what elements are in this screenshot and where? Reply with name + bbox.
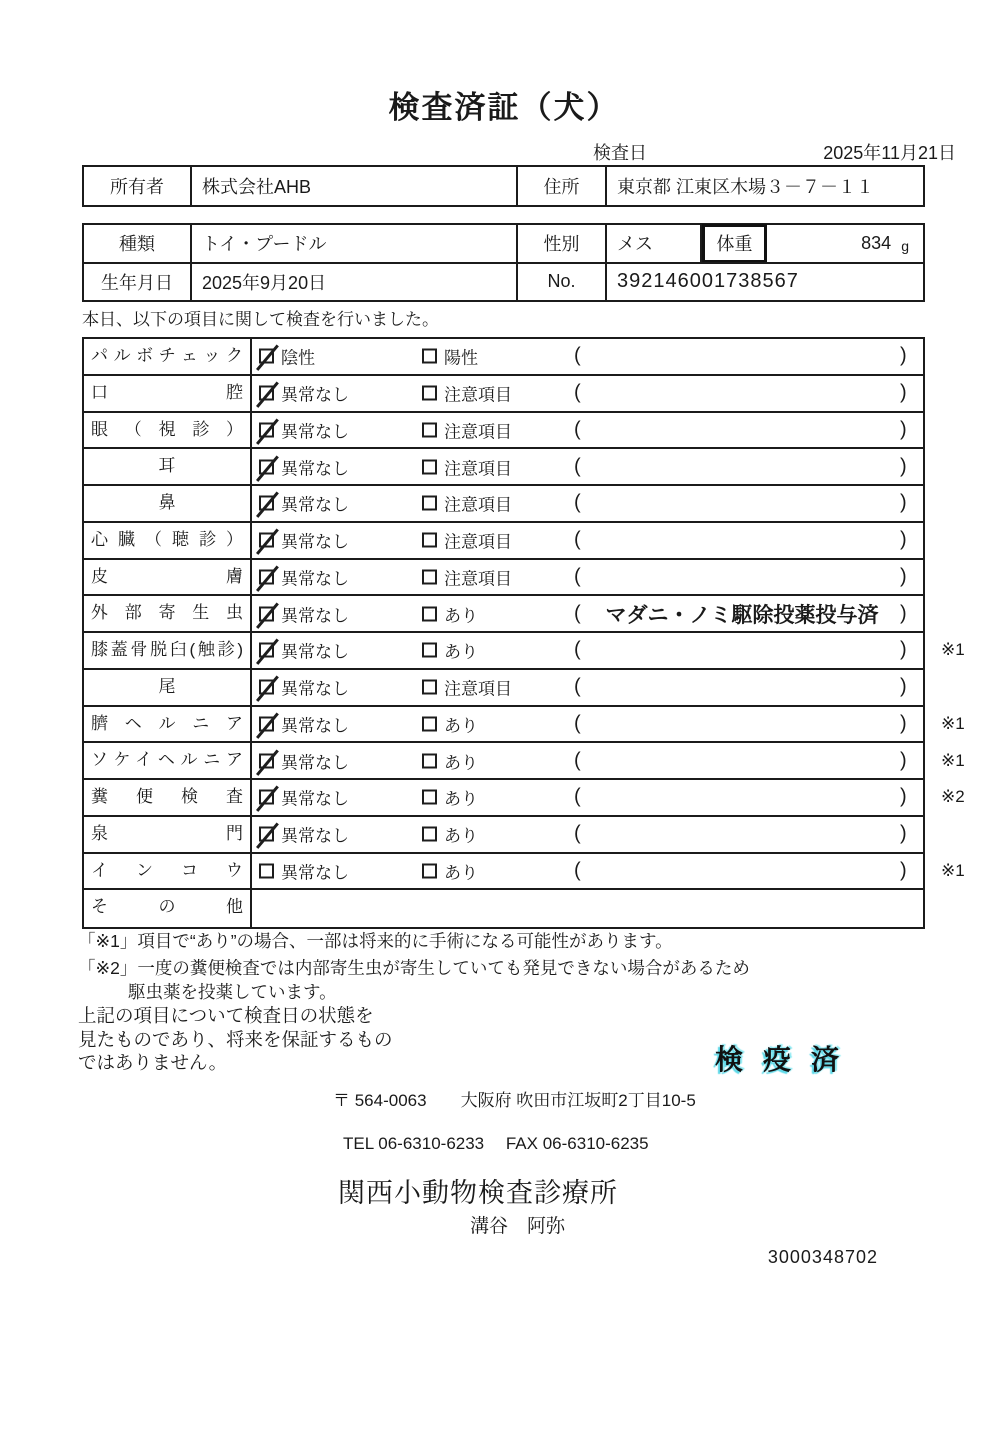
note-paren-open-icon: (	[574, 822, 581, 845]
note-paren-close-icon: )	[900, 418, 907, 441]
weight-label: 体重	[702, 224, 767, 263]
note-paren-close-icon: )	[900, 749, 907, 772]
checklist-item-content	[252, 339, 923, 374]
checkbox-primary-label: 異常なし	[281, 459, 349, 479]
checklist-row	[84, 707, 965, 744]
note-paren-open-icon: (	[574, 602, 581, 625]
checkbox-primary-label: 異常なし	[281, 789, 349, 809]
disclaimer-line: 上記の項目について検査日の状態を	[78, 1005, 374, 1026]
footnote-2: 「※2」一度の糞便検査では内部寄生虫が寄生していても発見できない場合があるため	[78, 958, 750, 978]
checkbox-primary	[259, 533, 274, 548]
checklist-row	[84, 523, 923, 560]
clinic-name: 関西小動物検査診療所	[338, 1178, 618, 1208]
checkbox-secondary	[422, 863, 437, 878]
checkbox-primary	[259, 643, 274, 658]
checkbox-secondary-label: 注意項目	[444, 495, 512, 515]
note-paren-open-icon: (	[574, 565, 581, 588]
checklist-item-label: 皮膚	[84, 560, 252, 595]
checklist-item-content	[252, 596, 923, 631]
checkbox-secondary	[422, 459, 437, 474]
note-paren-close-icon: )	[900, 859, 907, 882]
disclaimer-text	[78, 1004, 393, 1075]
pet-table-row-1	[84, 225, 923, 262]
note-paren-close-icon: )	[900, 785, 907, 808]
checklist-row	[84, 670, 923, 707]
checkbox-primary-label: 異常なし	[281, 863, 349, 883]
checkbox-primary	[259, 680, 274, 695]
note-paren-close-icon: )	[900, 344, 907, 367]
checkbox-secondary	[422, 643, 437, 658]
checklist-row	[84, 339, 923, 376]
checklist-item-label: 糞便検査	[84, 780, 252, 815]
document-number: 3000348702	[767, 1247, 878, 1267]
checklist-table	[82, 337, 965, 929]
note-paren-open-icon: (	[574, 381, 581, 404]
checklist-item-content	[252, 449, 923, 484]
checkbox-secondary	[422, 716, 437, 731]
note-paren-close-icon: )	[900, 675, 907, 698]
pet-table-row-2	[84, 262, 923, 301]
checkbox-secondary-label: あり	[444, 716, 478, 736]
note-text: マダニ・ノミ駆除投薬投与済	[605, 603, 879, 627]
checklist-row	[84, 854, 965, 891]
note-paren-close-icon: )	[900, 491, 907, 514]
checkbox-primary	[259, 422, 274, 437]
note-paren-open-icon: (	[574, 344, 581, 367]
checkbox-primary	[259, 569, 274, 584]
footnote-ref: ※1	[941, 713, 965, 733]
checklist-item-content	[252, 743, 923, 778]
id-number-value: 392146001738567	[617, 270, 799, 293]
checklist-item-label: インコウ	[84, 854, 252, 889]
note-paren-open-icon: (	[574, 418, 581, 441]
footnote-2-continued: 駆虫薬を投薬しています。	[128, 982, 337, 1002]
checkbox-secondary	[422, 496, 437, 511]
inspection-date-value: 2025年11月21日	[823, 143, 956, 163]
examiner-name: 溝谷 阿弥	[470, 1216, 566, 1237]
checklist-row	[84, 376, 923, 413]
birthdate-value: 2025年9月20日	[192, 264, 518, 301]
checklist-item-content	[252, 486, 923, 521]
note-paren-open-icon: (	[574, 675, 581, 698]
checkbox-secondary	[422, 680, 437, 695]
note-paren-open-icon: (	[574, 859, 581, 882]
note-paren-close-icon: )	[900, 638, 907, 661]
page-title: 検査済証（犬）	[388, 90, 620, 125]
checklist-item-content	[252, 633, 923, 668]
checklist-item-label: 泉門	[84, 817, 252, 852]
owner-table-row	[84, 167, 923, 205]
checkbox-secondary-label: あり	[444, 606, 478, 626]
checklist-item-label: 尾	[84, 670, 252, 705]
checklist-item-label: パルボチェック	[84, 339, 252, 374]
checkbox-primary-label: 異常なし	[281, 385, 349, 405]
note-paren-open-icon: (	[574, 638, 581, 661]
checkbox-primary	[259, 496, 274, 511]
note-paren-open-icon: (	[574, 749, 581, 772]
note-paren-close-icon: )	[900, 602, 907, 625]
checkbox-primary	[259, 753, 274, 768]
checkbox-secondary	[422, 422, 437, 437]
footnote-ref: ※2	[941, 787, 965, 807]
intro-text: 本日、以下の項目に関して検査を行いました。	[82, 310, 439, 329]
checklist-row	[84, 890, 923, 927]
weight-unit: g	[901, 237, 909, 254]
checklist-item-content	[252, 817, 923, 852]
checkbox-primary-label: 異常なし	[281, 826, 349, 846]
footnote-1: 「※1」項目で“あり”の場合、一部は将来的に手術になる可能性があります。	[78, 931, 673, 951]
checkbox-secondary-label: 注意項目	[444, 422, 512, 442]
footnote-ref: ※1	[941, 640, 965, 660]
checkbox-primary-label: 異常なし	[281, 716, 349, 736]
checkbox-secondary	[422, 790, 437, 805]
checkbox-secondary-label: 注意項目	[444, 569, 512, 589]
breed-value: トイ・プードル	[192, 225, 518, 262]
checkbox-primary	[259, 790, 274, 805]
checklist-item-content	[252, 854, 923, 889]
footnote-ref: ※1	[941, 860, 965, 880]
checkbox-primary	[259, 386, 274, 401]
checkbox-primary-label: 異常なし	[281, 569, 349, 589]
checkbox-primary	[259, 863, 274, 878]
checklist-item-content	[252, 560, 923, 595]
checkbox-primary	[259, 349, 274, 364]
checklist-item-content	[252, 780, 923, 815]
checkbox-secondary	[422, 753, 437, 768]
note-paren-open-icon: (	[574, 712, 581, 735]
checkbox-primary	[259, 606, 274, 621]
checkbox-secondary-label: 注意項目	[444, 679, 512, 699]
checkbox-primary-label: 異常なし	[281, 679, 349, 699]
checklist-item-content	[252, 707, 923, 742]
sex-label: 性別	[518, 225, 607, 262]
checkbox-secondary-label: 陽性	[444, 348, 478, 368]
clinic-postal-address: 〒 564-0063 大阪府 吹田市江坂町2丁目10-5	[333, 1091, 696, 1110]
note-paren-close-icon: )	[900, 822, 907, 845]
checkbox-secondary	[422, 349, 437, 364]
checklist-row	[84, 633, 965, 670]
disclaimer-line: 見たものであり、将来を保証するもの	[78, 1028, 393, 1050]
note-paren-open-icon: (	[574, 528, 581, 551]
note-paren-close-icon: )	[900, 565, 907, 588]
checkbox-secondary-label: あり	[444, 642, 478, 662]
inspection-date-label: 検査日	[593, 143, 647, 163]
checkbox-primary	[259, 716, 274, 731]
owner-address-value: 東京都 江東区木場３－７－１１	[617, 177, 874, 197]
checklist-row	[84, 449, 923, 486]
checklist-item-label: 心臓（聴診）	[84, 523, 252, 558]
sex-value: メス	[607, 225, 702, 262]
owner-table	[82, 165, 925, 207]
checkbox-secondary	[422, 606, 437, 621]
checklist-item-content	[252, 523, 923, 558]
checklist-row	[84, 560, 923, 597]
checklist-item-content	[252, 890, 923, 927]
note-paren-close-icon: )	[900, 712, 907, 735]
checkbox-secondary-label: 注意項目	[444, 459, 512, 479]
weight-value: 834	[861, 232, 892, 253]
note-paren-close-icon: )	[900, 381, 907, 404]
checklist-row	[84, 743, 965, 780]
checkbox-secondary-label: 注意項目	[444, 385, 512, 405]
checklist-item-label: 眼（視診）	[84, 413, 252, 448]
checkbox-secondary-label: 注意項目	[444, 532, 512, 552]
checklist-item-label: 臍ヘルニア	[84, 707, 252, 742]
birthdate-label: 生年月日	[84, 264, 192, 301]
checklist-row	[84, 413, 923, 450]
checkbox-primary-label: 陰性	[281, 348, 315, 368]
note-paren-open-icon: (	[574, 785, 581, 808]
checklist-item-label: 口腔	[84, 376, 252, 411]
checkbox-secondary-label: あり	[444, 826, 478, 846]
checkbox-primary-label: 異常なし	[281, 532, 349, 552]
checklist-row	[84, 780, 965, 817]
id-number-label: No.	[518, 264, 607, 301]
checkbox-primary-label: 異常なし	[281, 642, 349, 662]
checklist-item-content	[252, 413, 923, 448]
clinic-phone: TEL 06-6310-6233 FAX 06-6310-6235	[343, 1134, 649, 1153]
weight-value-cell	[767, 225, 923, 262]
checkbox-secondary	[422, 533, 437, 548]
checkbox-primary-label: 異常なし	[281, 422, 349, 442]
checkbox-secondary-label: あり	[444, 863, 478, 883]
checkbox-primary-label: 異常なし	[281, 753, 349, 773]
checkbox-primary-label: 異常なし	[281, 606, 349, 626]
checklist-item-label: ソケイヘルニア	[84, 743, 252, 778]
checklist-item-label: 外部寄生虫	[84, 596, 252, 631]
checkbox-secondary	[422, 827, 437, 842]
pet-table	[82, 223, 925, 302]
checkbox-primary	[259, 459, 274, 474]
disclaimer-line: ではありません。	[78, 1052, 228, 1073]
owner-value: 株式会社AHB	[192, 167, 518, 205]
checklist-row	[84, 817, 923, 854]
checklist-item-label: 鼻	[84, 486, 252, 521]
breed-label: 種類	[84, 225, 192, 262]
checkbox-primary-label: 異常なし	[281, 495, 349, 515]
owner-label: 所有者	[84, 167, 192, 205]
note-paren-close-icon: )	[900, 528, 907, 551]
checklist-item-content	[252, 376, 923, 411]
checklist-row	[84, 486, 923, 523]
checklist-item-label: 膝蓋骨脱臼(触診)	[84, 633, 252, 668]
checkbox-secondary	[422, 569, 437, 584]
checklist-item-content	[252, 670, 923, 705]
checklist-item-label: その他	[84, 890, 252, 927]
quarantine-stamp: 検疫済	[715, 1044, 860, 1075]
checkbox-secondary-label: あり	[444, 753, 478, 773]
checkbox-secondary	[422, 386, 437, 401]
note-paren-open-icon: (	[574, 455, 581, 478]
note-paren-close-icon: )	[900, 455, 907, 478]
checkbox-secondary-label: あり	[444, 789, 478, 809]
checklist-item-label: 耳	[84, 449, 252, 484]
footnote-ref: ※1	[941, 750, 965, 770]
checklist-row	[84, 596, 923, 633]
checkbox-primary	[259, 827, 274, 842]
note-paren-open-icon: (	[574, 491, 581, 514]
owner-address-label: 住所	[518, 167, 607, 205]
